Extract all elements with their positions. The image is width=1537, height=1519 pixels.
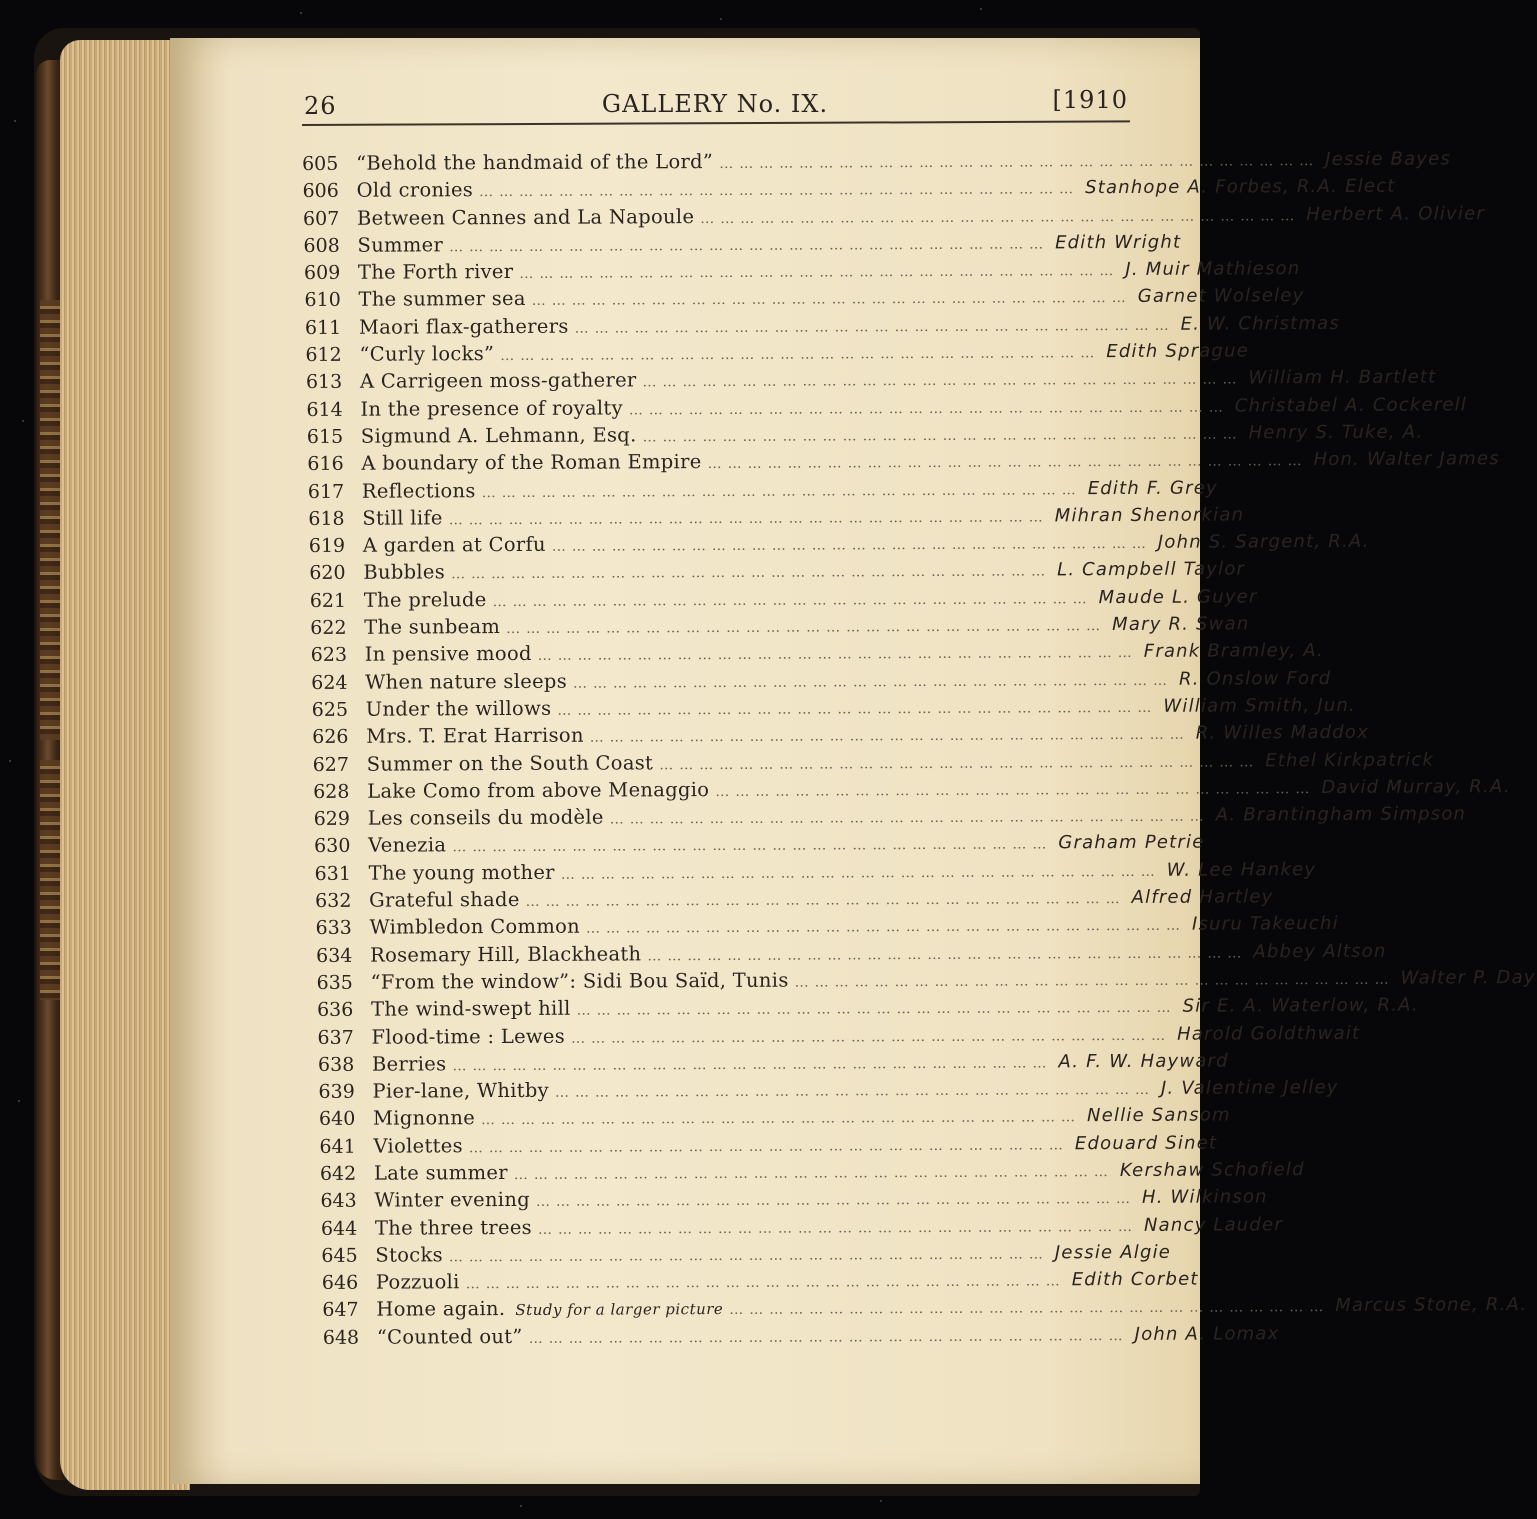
entry-artist: Hon. Walter James — [1313, 448, 1500, 471]
entry-number: 640 — [318, 1108, 356, 1131]
entry-number: 632 — [315, 889, 352, 912]
entry-artist: William Smith, Jun. — [1163, 694, 1356, 717]
catalogue-entry — [305, 828, 1205, 859]
entry-number: 620 — [309, 562, 346, 585]
leader-dots: ……………………………………………………………………………… — [513, 1164, 1114, 1183]
leader-dots: ……………………………………………………………………………… — [554, 1081, 1155, 1101]
entry-number: 647 — [322, 1299, 359, 1322]
entry-artist: Stanhope A. Forbes, R.A. Elect — [1085, 175, 1396, 199]
entry-title: A boundary of the Roman Empire — [361, 450, 702, 475]
entry-artist: Ethel Kirkpatrick — [1265, 749, 1435, 771]
catalogue-entry — [302, 146, 1452, 177]
entry-number: 613 — [305, 371, 343, 394]
entry-artist: R. Onslow Ford — [1178, 667, 1332, 690]
leader-dots: ……………………………………………………………………………… — [452, 836, 1053, 856]
entry-title: Lake Como from above Menaggio — [367, 777, 710, 803]
leader-dots: ……………………………………………………………………………… — [628, 399, 1229, 419]
entry-title: Home again. — [376, 1297, 506, 1322]
leader-dots: ……………………………………………………………………………… — [519, 263, 1120, 283]
entry-number: 626 — [312, 726, 349, 749]
page-title: GALLERY No. IX. — [601, 90, 829, 118]
catalogue-entry — [305, 774, 1511, 805]
entry-artist: A. Brantingham Simpson — [1215, 803, 1467, 826]
leader-dots: ……………………………………………………………………………… — [492, 590, 1093, 610]
catalogue-entry — [306, 1019, 1361, 1050]
catalogue-entry — [305, 746, 1435, 777]
catalogue-entry — [306, 910, 1339, 941]
entry-artist: David Murray, R.A. — [1321, 775, 1511, 798]
entry-artist: Garnet Wolseley — [1137, 285, 1305, 308]
entry-number: 635 — [316, 971, 353, 994]
leader-dots: ……………………………………………………………………………… — [551, 536, 1152, 555]
entry-number: 627 — [312, 753, 350, 776]
entry-artist: R. Willes Maddox — [1195, 722, 1370, 744]
leader-dots: ……………………………………………………………………………… — [642, 371, 1243, 391]
catalogue-entry — [305, 801, 1467, 832]
entry-title: The wind-swept hill — [370, 996, 571, 1021]
entry-number: 629 — [313, 807, 350, 831]
leader-dots: ……………………………………………………………………………… — [576, 999, 1177, 1019]
entry-title: Violettes — [373, 1133, 463, 1158]
entry-title: The Forth river — [357, 260, 514, 284]
entry-artist: Sir E. A. Waterlow, R.A. — [1182, 994, 1419, 1017]
entry-artist: Henry S. Tuke, A. — [1248, 421, 1424, 444]
leader-dots: ……………………………………………………………………………… — [585, 918, 1187, 937]
entry-number: 631 — [314, 862, 351, 885]
entry-number: 628 — [313, 780, 350, 803]
catalogue-entry — [304, 583, 1258, 614]
catalogue-entry — [307, 1210, 1283, 1241]
entry-number: 608 — [303, 234, 340, 257]
entry-number: 644 — [320, 1217, 358, 1240]
catalogue-entry — [303, 337, 1250, 368]
entry-artist: Mary R. Swan — [1112, 613, 1250, 636]
entry-artist: Graham Petrie — [1058, 832, 1205, 854]
entry-title: Under the willows — [365, 696, 552, 721]
entry-number: 617 — [307, 480, 345, 503]
entry-artist: J. Valentine Jelley — [1160, 1077, 1339, 1099]
entry-artist: Nancy Lauder — [1143, 1213, 1283, 1236]
leader-dots: ……………………………………………………………………………… — [500, 345, 1101, 365]
entry-number: 606 — [302, 180, 339, 203]
entry-title: Still life — [362, 506, 443, 530]
leader-dots: ……………………………………………………………………………… — [525, 890, 1126, 910]
entry-title: Maori flax-gatherers — [358, 314, 569, 339]
entry-artist: H. Wilkinson — [1141, 1186, 1268, 1209]
entry-artist: J. Muir Mathieson — [1125, 258, 1301, 281]
leader-dots: ……………………………………………………………………………… — [560, 863, 1161, 883]
entry-number: 623 — [310, 644, 348, 667]
leader-dots: ……………………………………………………………………………… — [659, 753, 1260, 773]
entry-artist: E. W. Christmas — [1180, 312, 1341, 335]
leader-dots: ……………………………………………………………………………… — [719, 153, 1320, 172]
catalogue-entry — [305, 692, 1356, 723]
entry-artist: A. F. W. Hayward — [1058, 1050, 1229, 1073]
catalogue-entry — [307, 1129, 1218, 1160]
entry-title: The summer sea — [358, 287, 526, 312]
entry-number: 645 — [321, 1244, 358, 1267]
entry-title: Berries — [371, 1052, 447, 1076]
entry-title: Bubbles — [363, 560, 446, 585]
entry-title: Stocks — [375, 1243, 443, 1267]
entry-title: Winter evening — [374, 1188, 531, 1212]
leader-dots: ……………………………………………………………………………… — [479, 181, 1080, 201]
entry-number: 643 — [320, 1190, 357, 1213]
entry-number: 646 — [321, 1271, 359, 1295]
entry-number: 639 — [318, 1080, 355, 1104]
leader-dots: ……………………………………………………………………………… — [468, 1136, 1069, 1156]
entry-number: 630 — [314, 835, 351, 858]
entry-title: A Carrigeen moss-gatherer — [359, 368, 637, 394]
entry-number: 624 — [311, 671, 348, 694]
entry-artist: W. Lee Hankey — [1166, 858, 1317, 881]
entry-number: 612 — [305, 343, 342, 367]
catalogue-entry — [304, 637, 1325, 668]
leader-dots: ……………………………………………………………………………… — [715, 780, 1316, 800]
leader-dots: ……………………………………………………………………………… — [647, 944, 1248, 964]
entry-artist: Mihran Shenorkian — [1054, 504, 1245, 527]
leader-dots: ……………………………………………………………………………… — [729, 1299, 1330, 1319]
leader-dots: ……………………………………………………………………………… — [535, 1191, 1137, 1211]
catalogue-entry — [307, 1101, 1231, 1132]
entry-title: Venezia — [368, 833, 447, 858]
catalogue-entry — [304, 528, 1370, 559]
entry-number: 636 — [316, 998, 354, 1022]
catalogue-entry — [305, 665, 1332, 696]
entry-number: 633 — [315, 917, 352, 940]
entry-artist: Jessie Bayes — [1325, 148, 1452, 170]
entry-title: A garden at Corfu — [362, 532, 546, 557]
entry-title: Wimbledon Common — [369, 914, 581, 939]
leader-dots: ……………………………………………………………………………… — [465, 1273, 1066, 1293]
entry-number: 609 — [303, 262, 341, 285]
entry-artist: Isuru Takeuchi — [1191, 913, 1339, 935]
catalogue-entry — [307, 1265, 1199, 1296]
entry-title: Pier-lane, Whitby — [372, 1078, 549, 1103]
entry-number: 648 — [322, 1326, 360, 1349]
catalogue-entry — [308, 1292, 1528, 1323]
catalogue-entry — [303, 255, 1301, 286]
entry-title: The three trees — [374, 1215, 533, 1240]
entry-artist: Harold Goldthwait — [1176, 1022, 1361, 1045]
catalogue-entry — [305, 856, 1317, 887]
leader-dots: ……………………………………………………………………………… — [557, 699, 1158, 719]
leader-dots: ……………………………………………………………………………… — [452, 1055, 1053, 1075]
catalogue-entry — [306, 992, 1419, 1023]
catalogue-entry — [307, 1156, 1305, 1187]
entry-title: Mignonne — [372, 1106, 476, 1131]
catalogue-entry — [305, 719, 1370, 750]
entry-artist: Edith Sprague — [1106, 340, 1250, 363]
entry-artist: Kershaw Schofield — [1119, 1159, 1305, 1181]
entry-number: 625 — [311, 698, 349, 721]
entry-number: 634 — [316, 944, 353, 967]
entry-artist: Abbey Altson — [1253, 940, 1387, 962]
entry-number: 605 — [302, 152, 339, 175]
catalogue-entry — [303, 310, 1341, 341]
entry-number: 610 — [304, 289, 341, 312]
leader-dots: ……………………………………………………………………………… — [531, 290, 1132, 310]
entry-number: 614 — [306, 398, 343, 421]
catalogue-entry — [303, 419, 1424, 450]
catalogue-entry — [302, 173, 1396, 204]
entry-title: Flood-time : Lewes — [371, 1024, 566, 1049]
entry-title: “From the window”: Sidi Bou Saïd, Tunis — [370, 968, 789, 994]
entry-artist: Nellie Sansom — [1086, 1104, 1231, 1127]
entry-artist: William H. Bartlett — [1248, 366, 1437, 389]
catalogue-entry — [304, 555, 1246, 586]
catalogue-entry — [307, 1183, 1268, 1214]
entry-note: Study for a larger picture — [515, 1300, 724, 1320]
entry-title: The sunbeam — [364, 615, 501, 639]
entry-number: 621 — [309, 589, 347, 612]
entry-number: 637 — [317, 1026, 354, 1049]
catalogue-entry — [306, 937, 1387, 968]
catalogue-entry — [302, 200, 1485, 231]
catalogue-entry — [303, 282, 1305, 313]
catalogue-entry — [306, 883, 1274, 914]
entry-number: 641 — [319, 1135, 356, 1158]
entry-title: Between Cannes and La Napoule — [356, 204, 695, 230]
entry-artist: John S. Sargent, R.A. — [1157, 530, 1370, 553]
leader-dots: ……………………………………………………………………………… — [506, 618, 1107, 638]
entry-title: The prelude — [363, 587, 487, 612]
entry-title: “Counted out” — [376, 1324, 523, 1349]
entry-artist: Frank Bramley, A. — [1143, 640, 1325, 663]
entry-artist: L. Campbell Taylor — [1057, 558, 1246, 581]
entry-number: 622 — [310, 616, 347, 640]
page-number: 26 — [304, 92, 337, 120]
leader-dots: ……………………………………………………………………………… — [589, 726, 1190, 746]
leader-dots: ……………………………………………………………………………… — [574, 317, 1175, 337]
catalogue-entry — [307, 1074, 1339, 1105]
catalogue-entry — [307, 1238, 1172, 1269]
entry-number: 616 — [307, 453, 344, 476]
entry-number: 611 — [304, 316, 342, 339]
entry-title: Mrs. T. Erat Harrison — [366, 723, 584, 748]
leader-dots: ……………………………………………………………………………… — [481, 1109, 1082, 1129]
catalogue-entry — [304, 473, 1218, 504]
entry-artist: Herbert A. Olivier — [1306, 202, 1485, 225]
entry-artist: John A. Lomax — [1134, 1323, 1280, 1345]
entry-title: Old cronies — [356, 178, 474, 203]
entry-artist: Walter P. Day — [1400, 966, 1536, 989]
leader-dots: ……………………………………………………………………………… — [481, 481, 1082, 501]
leader-dots: ……………………………………………………………………………… — [448, 509, 1049, 529]
page-year: [1910 — [1052, 86, 1128, 114]
entry-title: Summer on the South Coast — [366, 750, 654, 776]
entry-title: “Curly locks” — [359, 342, 495, 366]
entry-artist: Maude L. Guyer — [1098, 586, 1258, 608]
entry-title: Late summer — [373, 1160, 508, 1185]
catalogue-entry — [306, 1047, 1229, 1078]
entry-number: 615 — [306, 425, 344, 448]
entry-title: In the presence of royalty — [360, 396, 623, 421]
leader-dots: ……………………………………………………………………………… — [609, 808, 1210, 828]
entry-number: 618 — [308, 507, 345, 530]
entry-title: Les conseils du modèle — [367, 805, 604, 830]
entry-title: “Behold the handmaid of the Lord” — [356, 149, 714, 175]
entry-number: 619 — [308, 534, 346, 558]
entry-artist: Edouard Sinet — [1074, 1132, 1218, 1154]
entry-number: 642 — [319, 1162, 357, 1185]
entry-artist: Alfred Hartley — [1131, 886, 1274, 908]
entry-title: Rosemary Hill, Blackheath — [370, 941, 642, 967]
entry-artist: Christabel A. Cockerell — [1234, 393, 1468, 417]
catalogue-entry — [308, 1320, 1280, 1351]
catalogue-entries — [302, 146, 1536, 1351]
entry-artist: Jessie Algie — [1054, 1241, 1172, 1264]
leader-dots: ……………………………………………………………………………… — [449, 236, 1050, 256]
entry-number: 638 — [317, 1053, 355, 1076]
catalogue-entry — [303, 446, 1500, 477]
entry-title: In pensive mood — [364, 642, 532, 667]
catalogue-entry — [304, 610, 1250, 641]
leader-dots: ……………………………………………………………………………… — [572, 672, 1174, 692]
entry-title: Reflections — [361, 478, 476, 503]
catalogue-entry — [303, 392, 1468, 423]
leader-dots: ……………………………………………………………………………… — [707, 453, 1308, 473]
entry-number: 607 — [302, 207, 340, 230]
entry-title: When nature sleeps — [365, 669, 568, 694]
leader-dots: ……………………………………………………………………………… — [537, 645, 1138, 665]
entry-title: Pozzuoli — [375, 1270, 460, 1294]
entry-artist: Edith Corbet — [1071, 1268, 1199, 1291]
leader-dots: ……………………………………………………………………………… — [451, 563, 1052, 583]
leader-dots: ……………………………………………………………………………… — [448, 1246, 1049, 1266]
leader-dots: ……………………………………………………………………………… — [642, 426, 1243, 446]
catalogue-entry — [302, 228, 1182, 259]
leader-dots: ……………………………………………………………………………… — [528, 1327, 1129, 1347]
catalogue-entry — [303, 364, 1437, 395]
page-header — [300, 88, 1130, 124]
leader-dots: ……………………………………………………………………………… — [571, 1027, 1172, 1047]
leader-dots: ……………………………………………………………………………… — [700, 207, 1301, 227]
catalogue-entry — [304, 501, 1245, 532]
entry-artist: Edith F. Grey — [1087, 477, 1218, 499]
leader-dots: ……………………………………………………………………………… — [794, 971, 1395, 991]
entry-artist: Marcus Stone, R.A. — [1335, 1294, 1528, 1317]
entry-title: The young mother — [368, 860, 555, 885]
catalogue-entry — [306, 965, 1536, 996]
leader-dots: ……………………………………………………………………………… — [537, 1218, 1138, 1238]
entry-artist: Edith Wright — [1055, 231, 1182, 254]
entry-title: Summer — [357, 233, 444, 257]
entry-title: Sigmund A. Lehmann, Esq. — [360, 423, 637, 448]
entry-title: Grateful shade — [369, 887, 520, 912]
